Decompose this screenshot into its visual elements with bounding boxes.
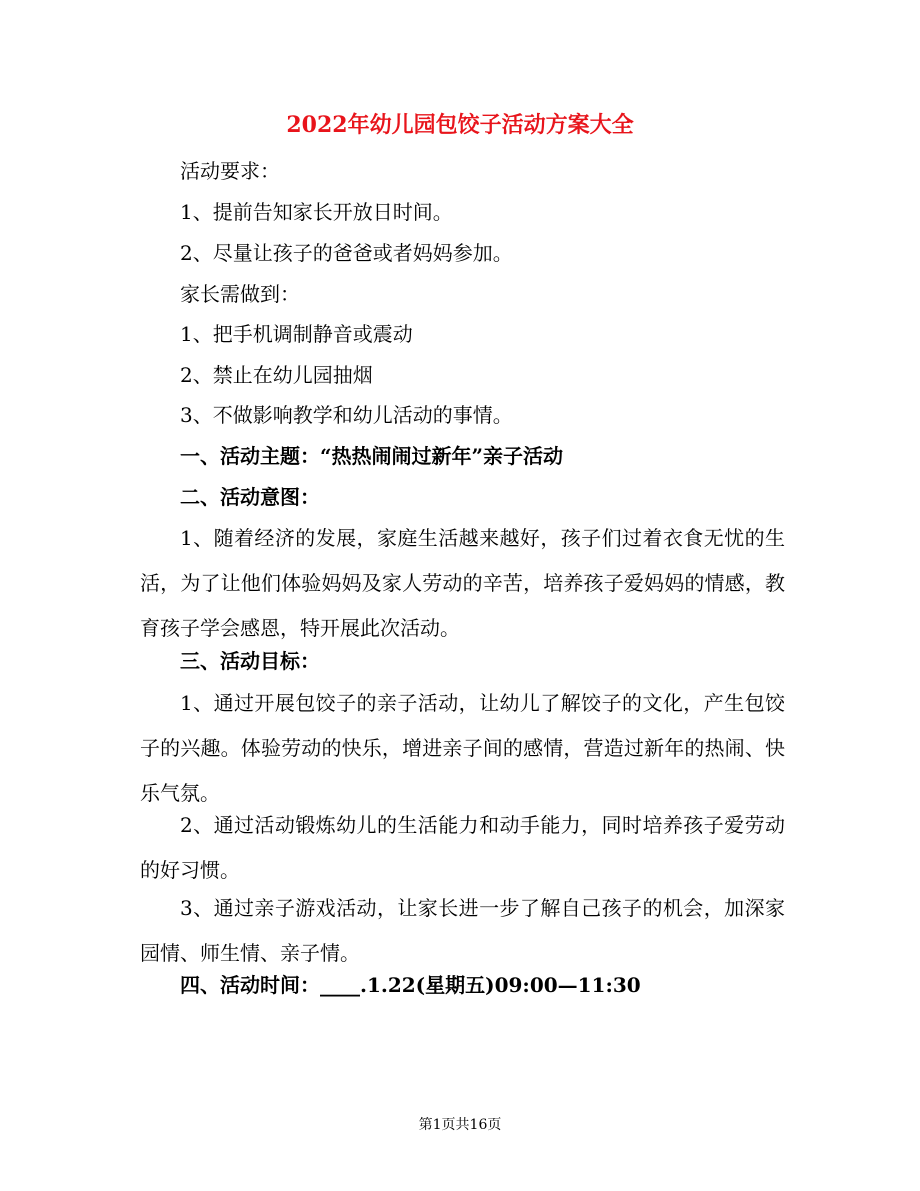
section-goals-heading: 三、活动目标：: [180, 649, 320, 673]
section-intent-heading: 二、活动意图：: [180, 485, 320, 509]
page-number: 第1页共16页: [418, 1117, 502, 1133]
parents-item: 1、把手机调制静音或震动: [180, 322, 413, 346]
section-time-line: 四、活动时间：____.1.22(星期五)09:00—11:30: [180, 973, 641, 997]
goal-paragraph: 3、通过亲子游戏活动，让家长进一步了解自己孩子的机会，加深家园情、师生情、亲子情。: [140, 896, 785, 965]
requirement-item: 1、提前告知家长开放日时间。: [180, 200, 453, 224]
parents-heading: 家长需做到：: [180, 282, 300, 306]
document-title: 2022年幼儿园包饺子活动方案大全: [286, 112, 634, 138]
goal-paragraph: 2、通过活动锻炼幼儿的生活能力和动手能力，同时培养孩子爱劳动的好习惯。: [140, 813, 785, 882]
parents-item: 2、禁止在幼儿园抽烟: [180, 363, 373, 387]
intent-paragraph: 1、随着经济的发展，家庭生活越来越好，孩子们过着衣食无忧的生活，为了让他们体验妈妈及家人劳动的辛苦，培养孩子爱妈妈的情感，教育孩子学会感恩，特开展此次活动。: [140, 526, 785, 640]
requirement-item: 2、尽量让孩子的爸爸或者妈妈参加。: [180, 241, 513, 265]
parents-item: 3、不做影响教学和幼儿活动的事情。: [180, 403, 513, 427]
goal-paragraph: 1、通过开展包饺子的亲子活动，让幼儿了解饺子的文化，产生包饺子的兴趣。体验劳动的快乐，增进亲子间的感情，营造过新年的热闹、快乐气氛。: [140, 691, 785, 805]
section-theme-heading: 一、活动主题：“热热闹闹过新年”亲子活动: [180, 444, 564, 468]
requirements-heading: 活动要求：: [180, 159, 280, 183]
